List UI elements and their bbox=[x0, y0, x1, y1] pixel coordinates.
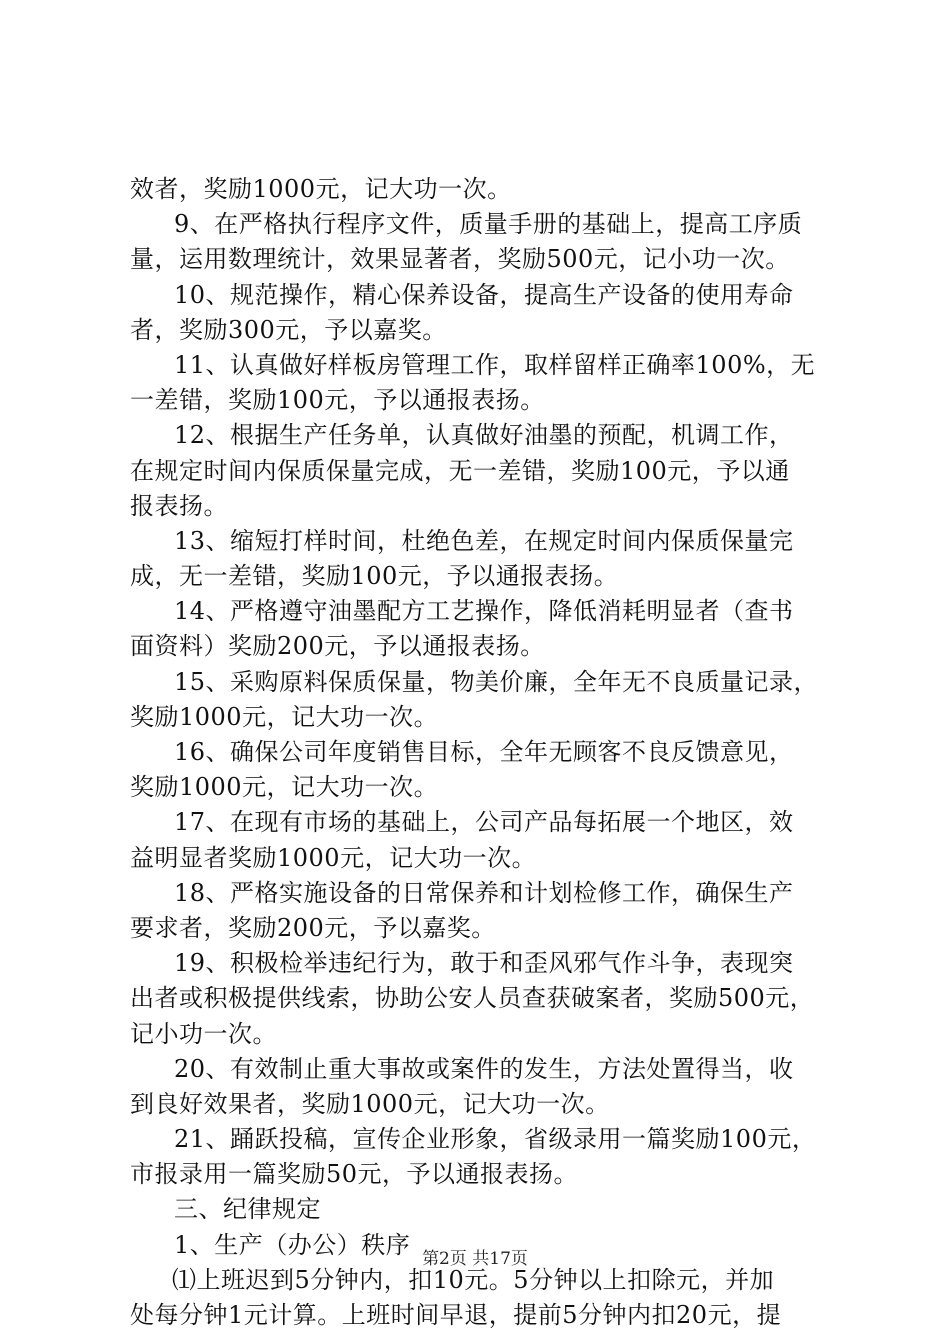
text-line: 效者，奖励1000元，记大功一次。 bbox=[130, 175, 512, 203]
text-line: 14、严格遵守油墨配方工艺操作，降低消耗明显者（查书 bbox=[174, 597, 794, 626]
text-line: 1、生产（办公）秩序 bbox=[174, 1230, 411, 1259]
text-line: 一差错，奖励100元，予以通报表扬。 bbox=[130, 386, 545, 415]
text-line: 奖励1000元，记大功一次。 bbox=[130, 702, 439, 731]
text-line: 面资料）奖励200元，予以通报表扬。 bbox=[130, 632, 545, 661]
text-line: 13、缩短打样时间，杜绝色差，在规定时间内保质保量完 bbox=[174, 526, 794, 555]
page-footer: 第2页 共17页 bbox=[422, 1249, 528, 1269]
text-line: 10、规范操作，精心保养设备，提高生产设备的使用寿命 bbox=[174, 280, 794, 309]
text-line: 20、有效制止重大事故或案件的发生，方法处置得当，收 bbox=[174, 1054, 794, 1083]
text-line: 奖励1000元，记大功一次。 bbox=[130, 773, 439, 802]
text-line: 到良好效果者，奖励1000元，记大功一次。 bbox=[130, 1089, 610, 1118]
text-line: 市报录用一篇奖励50元，予以通报表扬。 bbox=[130, 1160, 579, 1189]
text-line: 在规定时间内保质保量完成，无一差错，奖励100元，予以通 bbox=[130, 456, 790, 485]
text-line: 记小功一次。 bbox=[130, 1019, 277, 1048]
text-line: 三、纪律规定 bbox=[174, 1195, 321, 1224]
text-line: 15、采购原料保质保量，物美价廉，全年无不良质量记录， bbox=[174, 667, 819, 696]
text-line: 9、在严格执行程序文件，质量手册的基础上，提高工序质 bbox=[174, 210, 803, 239]
document-body bbox=[130, 172, 830, 1333]
text-line: 11、认真做好样板房管理工作，取样留样正确率100%，无 bbox=[174, 350, 816, 379]
text-line: 出者或积极提供线索，协助公安人员查获破案者，奖励500元， bbox=[130, 984, 815, 1013]
text-line: 16、确保公司年度销售目标，全年无顾客不良反馈意见， bbox=[174, 738, 794, 766]
text-line: 成，无一差错，奖励100元，予以通报表扬。 bbox=[130, 562, 619, 591]
text-line: 21、踊跃投稿，宣传企业形象，省级录用一篇奖励100元， bbox=[174, 1125, 817, 1154]
text-line: 处每分钟1元计算。上班时间早退，提前5分钟内扣20元，提 bbox=[130, 1301, 782, 1329]
text-line: 量，运用数理统计，效果显著者，奖励500元，记小功一次。 bbox=[130, 245, 790, 274]
text-line: 报表扬。 bbox=[130, 491, 228, 520]
text-line: 18、严格实施设备的日常保养和计划检修工作，确保生产 bbox=[174, 878, 794, 907]
text-line: 12、根据生产任务单，认真做好油墨的预配，机调工作， bbox=[174, 421, 794, 450]
text-line: 要求者，奖励200元，予以嘉奖。 bbox=[130, 913, 496, 942]
text-line: 19、积极检举违纪行为，敢于和歪风邪气作斗争，表现突 bbox=[174, 949, 794, 978]
text-line: 者，奖励300元，予以嘉奖。 bbox=[130, 315, 447, 344]
text-line: 益明显者奖励1000元，记大功一次。 bbox=[130, 843, 537, 872]
text-line: ⑴上班迟到5分钟内，扣10元。5分钟以上扣除元，并加 bbox=[172, 1265, 775, 1294]
text-line: 17、在现有市场的基础上，公司产品每拓展一个地区，效 bbox=[174, 808, 794, 837]
